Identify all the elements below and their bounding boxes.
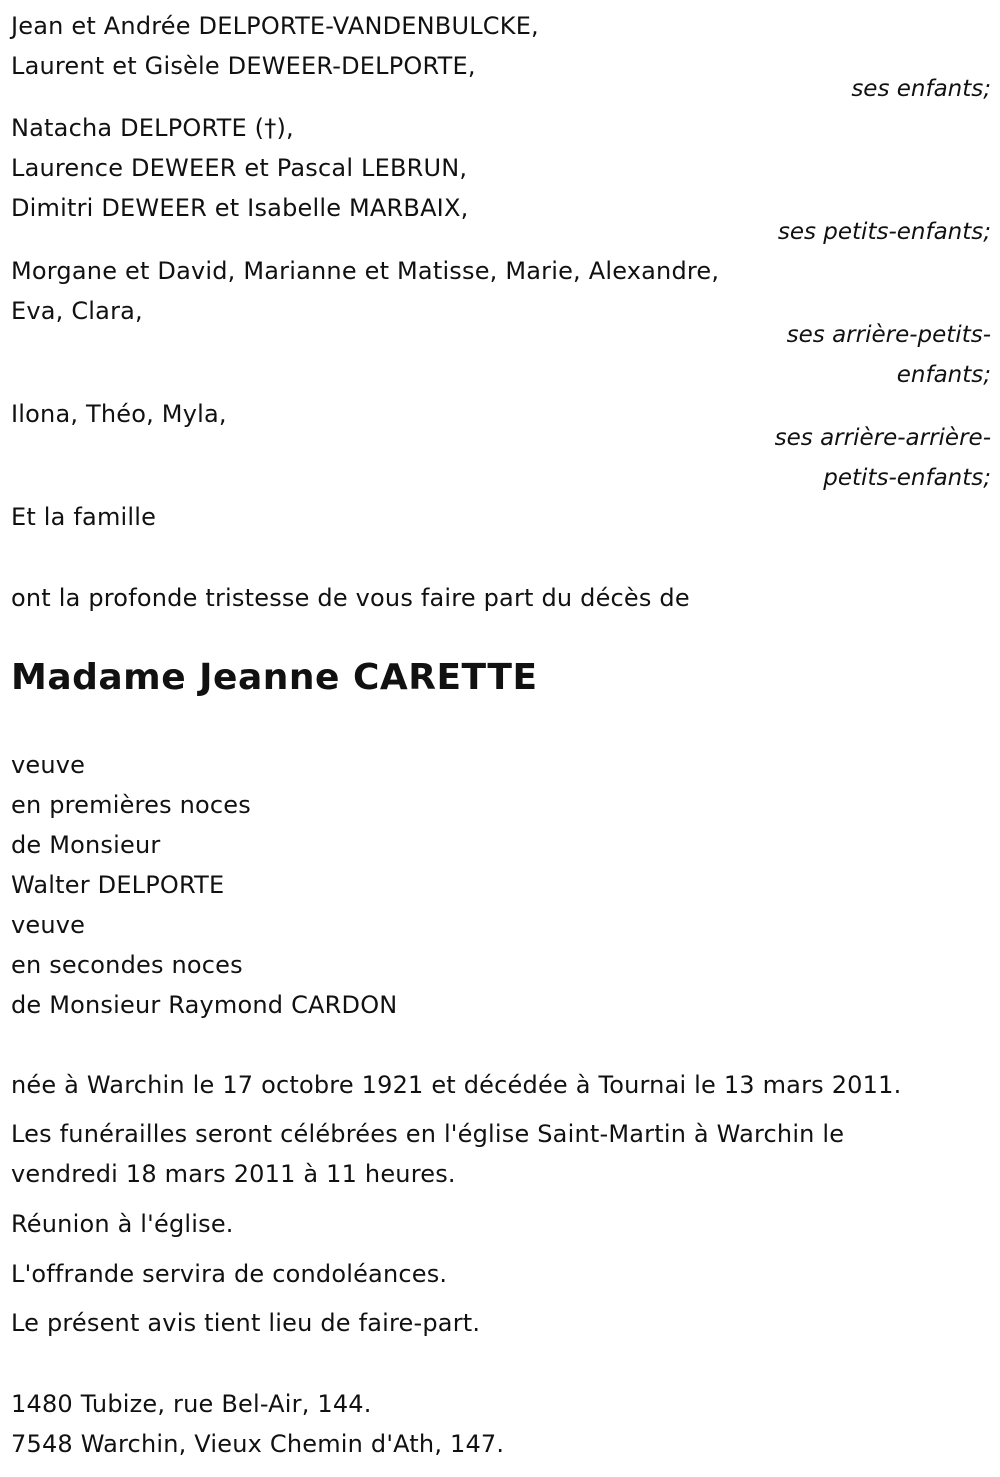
great-great-grandchildren-line-1: Ilona, Théo, Myla,: [11, 400, 227, 428]
great-grandchildren-line-1: Morgane et David, Marianne et Matisse, Marie, Alexandre,: [11, 257, 720, 285]
children-line-2: Laurent et Gisèle DEWEER-DELPORTE,: [11, 52, 476, 80]
widow-line-6: en secondes noces: [11, 951, 243, 979]
widow-line-1: veuve: [11, 751, 86, 779]
great-grandchildren-relation-label-2: enfants;: [896, 362, 991, 388]
widow-line-4: Walter DELPORTE: [11, 871, 225, 899]
offering-text: L'offrande servira de condoléances.: [11, 1260, 448, 1288]
grandchildren-line-3: Dimitri DEWEER et Isabelle MARBAIX,: [11, 194, 469, 222]
meeting-text: Réunion à l'église.: [11, 1210, 234, 1238]
announcement-text: ont la profonde tristesse de vous faire part du décès de: [11, 584, 690, 612]
grandchildren-relation-label: ses petits-enfants;: [777, 219, 991, 245]
birth-death-text: née à Warchin le 17 octobre 1921 et décédée à Tournai le 13 mars 2011.: [11, 1071, 902, 1099]
grandchildren-line-1: Natacha DELPORTE (†),: [11, 114, 294, 142]
deceased-name: Madame Jeanne CARETTE: [11, 657, 538, 698]
address-line-2: 7548 Warchin, Vieux Chemin d'Ath, 147.: [11, 1430, 505, 1458]
obituary-notice: [11, 0, 991, 1477]
grandchildren-line-2: Laurence DEWEER et Pascal LEBRUN,: [11, 154, 468, 182]
great-great-grandchildren-relation-label-1: ses arrière-arrière-: [774, 425, 991, 451]
widow-line-5: veuve: [11, 911, 86, 939]
children-relation-label: ses enfants;: [851, 76, 991, 102]
widow-line-7: de Monsieur Raymond CARDON: [11, 991, 398, 1019]
funeral-line-1: Les funérailles seront célébrées en l'église Saint-Martin à Warchin le: [11, 1120, 845, 1148]
children-line-1: Jean et Andrée DELPORTE-VANDENBULCKE,: [11, 12, 539, 40]
widow-line-3: de Monsieur: [11, 831, 161, 859]
extended-family: Et la famille: [11, 503, 157, 531]
address-line-1: 1480 Tubize, rue Bel-Air, 144.: [11, 1390, 372, 1418]
notice-text: Le présent avis tient lieu de faire-part.: [11, 1309, 481, 1337]
great-great-grandchildren-relation-label-2: petits-enfants;: [823, 465, 991, 491]
great-grandchildren-line-2: Eva, Clara,: [11, 297, 143, 325]
widow-line-2: en premières noces: [11, 791, 251, 819]
great-grandchildren-relation-label-1: ses arrière-petits-: [786, 322, 991, 348]
funeral-line-2: vendredi 18 mars 2011 à 11 heures.: [11, 1160, 456, 1188]
